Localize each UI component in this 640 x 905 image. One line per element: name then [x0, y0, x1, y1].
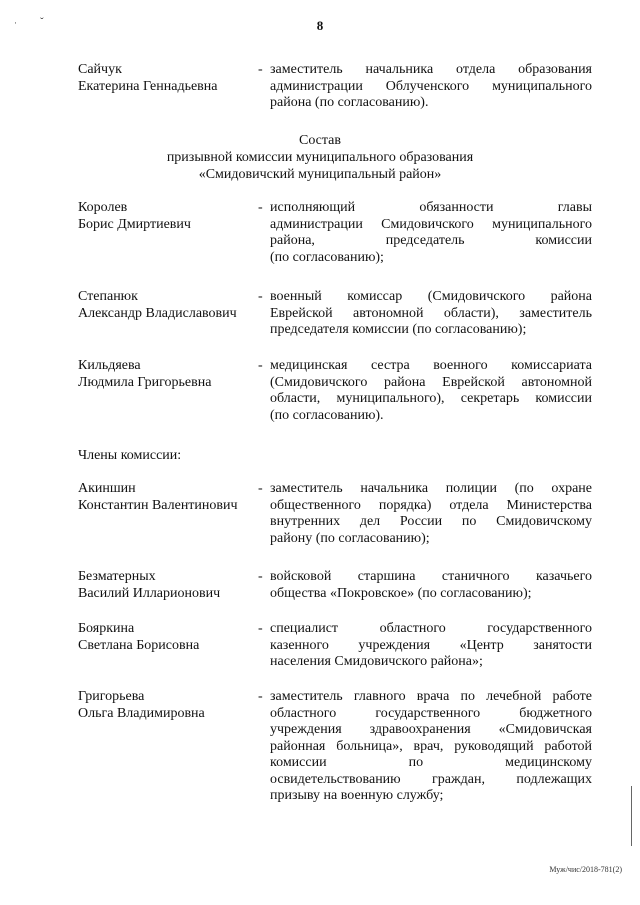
person-name: Королев Борис Дмиртиевич [78, 200, 191, 232]
members-label: Члены комиссии: [78, 448, 182, 463]
position-description: военный комиссар (Смидовичского района Еврейской автономной области), заместитель председателя комиссии (по согласованию); [270, 289, 592, 337]
position-description: медицинская сестра военного комиссариата (Смидовичского района Еврейской автономной области, муниципального), секретарь комиссии (по согласованию). [270, 358, 592, 423]
position-description: заместитель начальника полиции (по охране общественного порядка) отдела Министерства внутренних дел России по Смидовичскому району (по согласованию); [270, 481, 592, 546]
person-name: Григорьева Ольга Владимировна [78, 689, 205, 721]
person-name: Кильдяева Людмила Григорьевна [78, 358, 212, 390]
dash: - [258, 200, 263, 215]
commission-heading: Состав призывной комиссии муниципального образования «Смидовичский муниципальный район» [166, 133, 474, 182]
person-name: Бояркина Светлана Борисовна [78, 621, 200, 653]
person-name: Акиншин Константин Валентинович [78, 481, 238, 513]
position-description: исполняющий обязанности главы администрации Смидовичского муниципального района, председатель комиссии (по согласованию); [270, 200, 592, 265]
scan-artifact-speck: ˇ [40, 16, 44, 28]
dash: - [258, 481, 263, 496]
dash: - [258, 358, 263, 373]
page-number: 8 [316, 18, 324, 33]
dash: - [258, 621, 263, 636]
person-name: Степанюк Александр Владиславович [78, 289, 237, 321]
position-description: войсковой старшина станичного казачьего общества «Покровское» (по согласованию); [270, 569, 592, 601]
dash: - [258, 569, 263, 584]
person-name: Сайчук Екатерина Геннадьевна [78, 62, 218, 94]
dash: - [258, 289, 263, 304]
scan-margin-line [631, 786, 632, 846]
dash: - [258, 62, 263, 77]
scan-artifact-mark: · [14, 18, 17, 28]
position-description: заместитель начальника отдела образования администрации Облученского муниципального района (по согласованию). [270, 62, 592, 110]
position-description: заместитель главного врача по лечебной работе областного государственного бюджетного учреждения здравоохранения «Смидовичская районная больница», врач, руководящий работой комиссии по медицинскому освидетельствованию граждан, подлежащих призыву на военную службу; [270, 689, 592, 803]
position-description: специалист областного государственного казенного учреждения «Центр занятости населения Смидовичского района»; [270, 621, 592, 669]
person-name: Безматерных Василий Илларионович [78, 569, 221, 601]
dash: - [258, 689, 263, 704]
footer-code: Муж/чис/2018-781(2) [549, 865, 622, 874]
